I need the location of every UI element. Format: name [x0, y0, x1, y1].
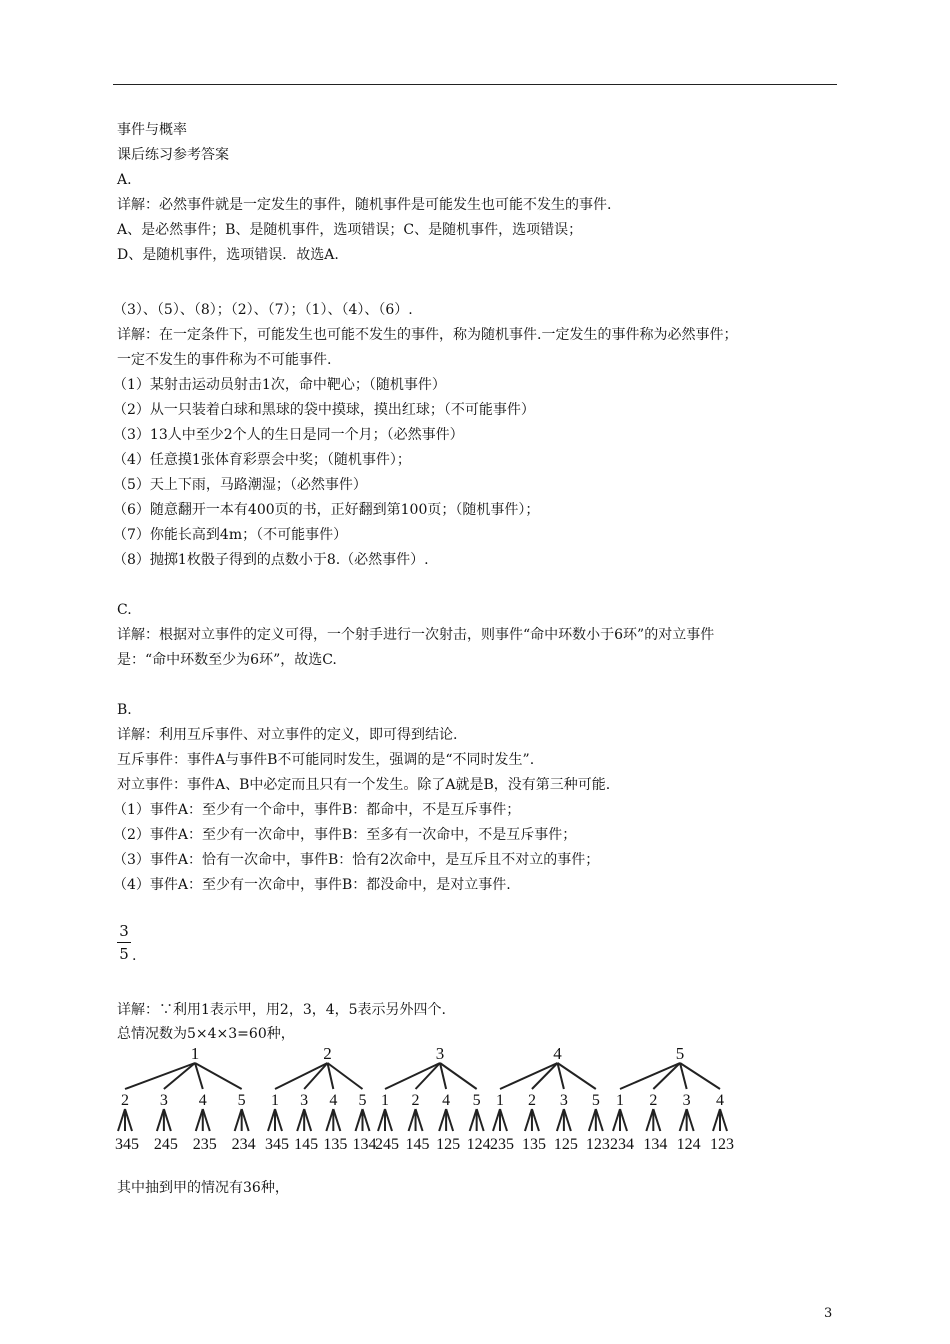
q5-denominator: 5: [119, 945, 129, 963]
tree-leaf-branch-line: [203, 1109, 210, 1131]
tree-root-node: 5: [675, 1044, 685, 1063]
q2-line-7: （5）天上下雨，马路潮湿；（必然事件）: [113, 477, 367, 493]
tree-leaf-label: 135: [521, 1136, 546, 1153]
q2-line-3: （1）某射击运动员射击1次，命中靶心；（随机事件）: [113, 377, 446, 393]
q5-numerator: 3: [119, 922, 129, 940]
tree-leaf-branch-line: [713, 1109, 720, 1131]
tree-leaf-label: 234: [231, 1136, 256, 1153]
tree-leaf-branch-line: [385, 1109, 392, 1131]
tree-leaf-label: 123: [710, 1136, 734, 1153]
tree-child-node: 4: [716, 1092, 724, 1109]
tree-leaf-label: 145: [294, 1136, 319, 1153]
tree-branch-line: [304, 1063, 327, 1089]
q2-line-9: （7）你能长高到4m；（不可能事件）: [113, 527, 348, 543]
tree-leaf-branch-line: [275, 1109, 282, 1131]
tree-leaf-branch-line: [196, 1109, 203, 1131]
tree-child-node: 1: [616, 1092, 624, 1109]
tree-leaf-label: 125: [436, 1136, 461, 1153]
tree-leaf-branch-line: [493, 1109, 500, 1131]
tree-branch-line: [500, 1063, 558, 1089]
tree-leaf-label: 345: [115, 1136, 139, 1153]
tree-leaf-branch-line: [589, 1109, 596, 1131]
tree-leaf-label: 245: [153, 1136, 178, 1153]
page-number: 3: [824, 1306, 833, 1321]
tree-leaf-branch-line: [304, 1109, 311, 1131]
tree-leaf-label: 124: [466, 1136, 491, 1153]
tree-child-node: 1: [271, 1092, 279, 1109]
tree-leaf-label: 234: [610, 1136, 634, 1153]
q2-line-4: （2）从一只装着白球和黑球的袋中摸球，摸出红球；（不可能事件）: [113, 402, 535, 418]
tree-leaf-branch-line: [356, 1109, 363, 1131]
q2-line-1: 详解：在一定条件下，可能发生也可能不发生的事件，称为随机事件.一定发生的事件称为必然事件；: [117, 327, 738, 343]
tree-branch-line: [532, 1063, 558, 1089]
tree-child-node: 5: [237, 1092, 246, 1109]
tree-leaf-branch-line: [532, 1109, 539, 1131]
tree-child-node: 1: [496, 1092, 504, 1109]
tree-leaf-label: 124: [676, 1136, 701, 1153]
q1-line-1: 详解：必然事件就是一定发生的事件，随机事件是可能发生也可能不发生的事件.: [117, 197, 612, 213]
tree-leaf-branch-line: [653, 1109, 660, 1131]
q1-line-3: D、是随机事件，选项错误．故选A.: [117, 247, 339, 263]
q2-line-6: （4）任意摸1张体育彩票会中奖；（随机事件）；: [113, 452, 411, 468]
tree-leaf-branch-line: [596, 1109, 603, 1131]
q3-line-1: 详解：根据对立事件的定义可得，一个射手进行一次射击，则事件“命中环数小于6环”的对立事件: [117, 627, 715, 643]
tree-leaf-branch-line: [378, 1109, 385, 1131]
tree-child-node: 5: [472, 1092, 481, 1109]
doc-subtitle: 课后练习参考答案: [117, 147, 229, 163]
q4-line-4: （1）事件A：至少有一个命中，事件B：都命中，不是互斥事件；: [113, 802, 521, 818]
tree-leaf-branch-line: [416, 1109, 423, 1131]
q4-line-6: （3）事件A：恰有一次命中，事件B：恰有2次命中，是互斥且不对立的事件；: [113, 852, 600, 868]
header-rule: [113, 84, 837, 85]
q4-line-2: 互斥事件：事件A与事件B不可能同时发生，强调的是“不同时发生”.: [117, 752, 535, 768]
tree-child-node: 5: [358, 1092, 367, 1109]
tree-child-node: 2: [121, 1092, 129, 1109]
tree-branch-line: [385, 1063, 440, 1089]
tree-leaf-branch-line: [118, 1109, 125, 1131]
tree-leaf-label: 235: [490, 1136, 514, 1153]
q2-answer: （3）、（5）、（8）；（2）、（7）；（1）、（4）、（6）.: [113, 302, 413, 318]
tree-leaf-branch-line: [439, 1109, 446, 1131]
tree-leaf-branch-line: [720, 1109, 727, 1131]
q2-line-8: （6）随意翻开一本有400页的书，正好翻到第100页；（随机事件）；: [113, 502, 540, 518]
tree-leaf-branch-line: [297, 1109, 304, 1131]
tree-leaf-branch-line: [470, 1109, 477, 1131]
q4-line-3: 对立事件：事件A、B中必定而且只有一个发生。除了A就是B，没有第三种可能.: [117, 777, 611, 793]
fraction-bar: [117, 942, 131, 943]
tree-leaf-branch-line: [477, 1109, 484, 1131]
tree-leaf-label: 235: [192, 1136, 217, 1153]
tree-leaf-branch-line: [164, 1109, 171, 1131]
tree-child-node: 2: [527, 1092, 536, 1109]
tree-leaf-branch-line: [326, 1109, 333, 1131]
tree-leaf-label: 123: [585, 1136, 610, 1153]
tree-branch-line: [164, 1063, 195, 1089]
tree-child-node: 5: [591, 1092, 600, 1109]
q4-line-1: 详解：利用互斥事件、对立事件的定义，即可得到结论.: [117, 727, 458, 743]
q2-line-2: 一定不发生的事件称为不可能事件.: [117, 352, 332, 368]
tree-leaf-branch-line: [500, 1109, 507, 1131]
q4-line-5: （2）事件A：至少有一次命中，事件B：至多有一次命中，不是互斥事件；: [113, 827, 577, 843]
tree-leaf-branch-line: [680, 1109, 687, 1131]
tree-child-node: 3: [300, 1092, 309, 1109]
tree-child-node: 2: [649, 1092, 658, 1109]
tree-leaf-branch-line: [557, 1109, 564, 1131]
tree-leaf-branch-line: [620, 1109, 627, 1131]
tree-leaf-branch-line: [409, 1109, 416, 1131]
tree-leaf-branch-line: [157, 1109, 164, 1131]
doc-title: 事件与概率: [117, 122, 187, 138]
tree-leaf-label: 135: [323, 1136, 348, 1153]
q4-answer: B.: [117, 702, 132, 718]
tree-child-node: 4: [198, 1092, 207, 1109]
tree-branch-line: [275, 1063, 328, 1089]
tree-leaf-label: 245: [375, 1136, 399, 1153]
tree-leaf-branch-line: [613, 1109, 620, 1131]
q1-answer: A.: [117, 172, 132, 188]
tree-leaf-branch-line: [242, 1109, 249, 1131]
tree-child-node: 4: [442, 1092, 451, 1109]
tree-child-node: 4: [329, 1092, 338, 1109]
tree-root-node: 3: [435, 1044, 445, 1063]
tree-branch-line: [125, 1063, 195, 1089]
tree-leaf-label: 125: [553, 1136, 578, 1153]
tree-leaf-branch-line: [125, 1109, 132, 1131]
q4-line-7: （4）事件A：至少有一次命中，事件B：都没命中，是对立事件.: [113, 877, 511, 893]
q2-line-5: （3）13人中至少2个人的生日是同一个月；（必然事件）: [113, 427, 464, 443]
probability-tree-diagram: [105, 1043, 745, 1163]
tree-child-node: 3: [559, 1092, 568, 1109]
tree-leaf-branch-line: [363, 1109, 370, 1131]
tree-leaf-label: 134: [643, 1136, 668, 1153]
tree-leaf-label: 134: [352, 1136, 377, 1153]
tree-branch-line: [620, 1063, 680, 1089]
tree-leaf-branch-line: [235, 1109, 242, 1131]
tree-leaf-branch-line: [446, 1109, 453, 1131]
tree-leaf-label: 145: [405, 1136, 430, 1153]
q3-line-2: 是：“命中环数至少为6环”，故选C.: [117, 652, 337, 668]
tree-branch-line: [653, 1063, 680, 1089]
q3-answer: C.: [117, 602, 132, 618]
tree-leaf-branch-line: [646, 1109, 653, 1131]
tree-root-node: 2: [323, 1044, 332, 1063]
tree-leaf-branch-line: [333, 1109, 340, 1131]
tree-child-node: 1: [381, 1092, 389, 1109]
tree-branch-line: [416, 1063, 440, 1089]
tree-leaf-label: 345: [265, 1136, 289, 1153]
q5-fraction: [117, 922, 131, 963]
tree-child-node: 3: [682, 1092, 691, 1109]
q5-line-1: 详解：∵利用1表示甲，用2，3，4，5表示另外四个.: [117, 1002, 446, 1018]
tree-root-node: 1: [190, 1044, 200, 1063]
q5-conclusion: 其中抽到甲的情况有36种，: [117, 1180, 289, 1196]
tree-leaf-branch-line: [268, 1109, 275, 1131]
tree-child-node: 2: [411, 1092, 420, 1109]
tree-leaf-branch-line: [525, 1109, 532, 1131]
tree-leaf-branch-line: [687, 1109, 694, 1131]
tree-root-node: 4: [553, 1044, 562, 1063]
q2-line-10: （8）抛掷1枚骰子得到的点数小于8.（必然事件）.: [113, 552, 429, 568]
q5-fraction-dot: .: [132, 948, 137, 964]
tree-child-node: 3: [159, 1092, 168, 1109]
tree-leaf-branch-line: [564, 1109, 571, 1131]
q1-line-2: A、是必然事件；B、是随机事件，选项错误；C、是随机事件，选项错误；: [117, 222, 583, 238]
q5-line-2: 总情况数为5×4×3=60种，: [117, 1026, 295, 1042]
